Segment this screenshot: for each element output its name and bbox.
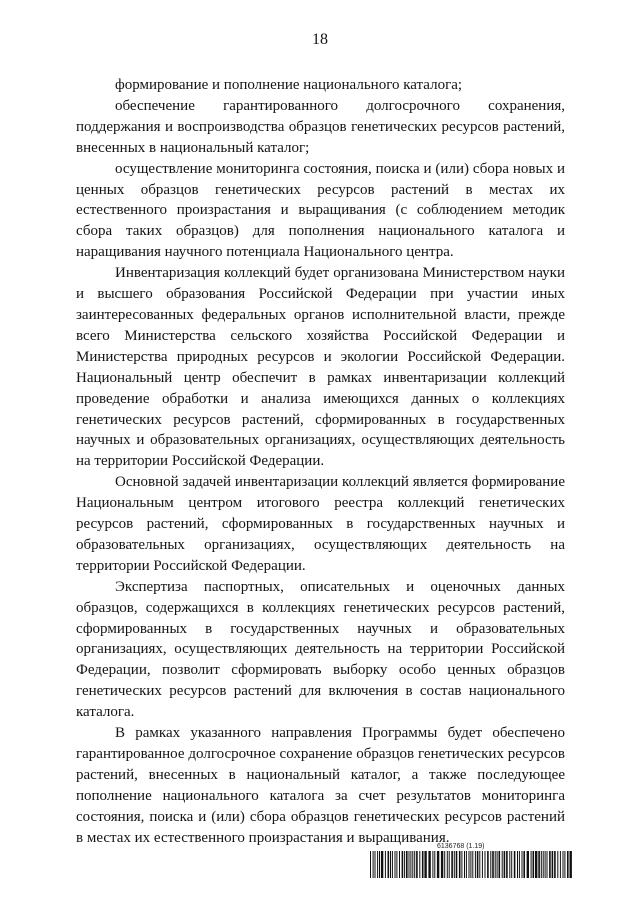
- paragraph-1: формирование и пополнение национального каталога;: [115, 77, 463, 93]
- paragraph-4: Инвентаризация коллекций будет организована Министерством науки и высшего образования Российской Федерации при участии иных заинтересованных федеральных органов исполнительной власти, прежде всего Министерства сельского хозяйства Российской Федерации и Министерства природных ресурсов и экологии Российской Федерации. Национальный центр обеспечит в рамках инвентаризации коллекций проведение обработки и анализа имеющихся данных о коллекциях генетических ресурсов растений, сформированных в государственных научных и образовательных организациях, осуществляющих деятельность на территории Российской Федерации.: [76, 265, 565, 470]
- paragraph-6: Экспертиза паспортных, описательных и оценочных данных образцов, содержащихся в коллекциях генетических ресурсов растений, сформированных в государственных научных и образовательных организациях, осуществляющих деятельность на территории Российской Федерации, позволит сформировать выборку особо ценных образцов генетических ресурсов растений для включения в состав национального каталога.: [76, 578, 565, 721]
- page-number: 18: [312, 31, 328, 48]
- paragraph-2: обеспечение гарантированного долгосрочного сохранения, поддержания и воспроизводства образцов генетических ресурсов растений, внесенных в национальный каталог;: [76, 97, 565, 156]
- barcode-image: [370, 851, 574, 878]
- body-text: [76, 75, 565, 849]
- paragraph-3: осуществление мониторинга состояния, поиска и (или) сбора новых и ценных образцов генетических ресурсов растений в местах их естественного произрастания и выращивания (с соблюдением методик сбора таких образцов) для пополнения национального каталога и наращивания научного потенциала Национального центра.: [76, 160, 565, 261]
- paragraph-7: В рамках указанного направления Программы будет обеспечено гарантированное долгосрочное сохранение образцов генетических ресурсов растений, внесенных в национальный каталог, а также последующее пополнение национального каталога за счет результатов мониторинга состояния, поиска и (или) сбора образцов генетических ресурсов растений в местах их естественного произрастания и выращивания.: [76, 725, 565, 846]
- paragraph-5: Основной задачей инвентаризации коллекций является формирование Национальным центром итогового реестра коллекций генетических ресурсов растений, сформированных в государственных научных и образовательных организациях, осуществляющих деятельность на территории Российской Федерации.: [76, 474, 565, 574]
- barcode-caption: 6136768 (1.19): [437, 843, 485, 850]
